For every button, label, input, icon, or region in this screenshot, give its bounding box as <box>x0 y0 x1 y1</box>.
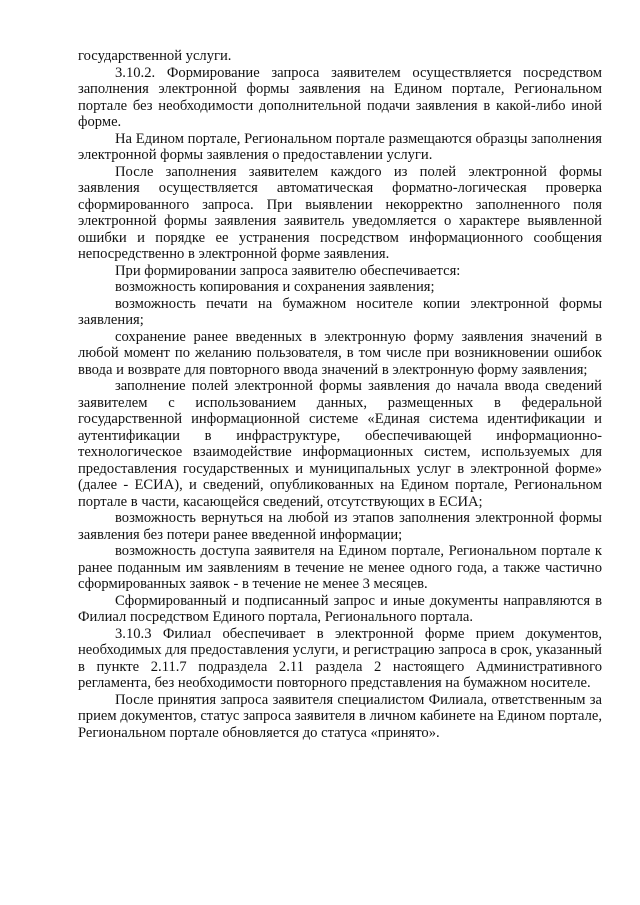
paragraph-submission: Сформированный и подписанный запрос и иные документы направляются в Филиал посредством Единого портала, Регионального портала. <box>78 592 602 625</box>
list-item-print: возможность печати на бумажном носителе копии электронной формы заявления; <box>78 295 602 328</box>
paragraph-samples: На Едином портале, Региональном портале размещаются образцы заполнения электронной формы заявления о предоставлении услуги. <box>78 130 602 163</box>
paragraph-provisions-intro: При формировании запроса заявителю обеспечивается: <box>115 262 461 279</box>
list-item-save-values: сохранение ранее введенных в электронную форму заявления значений в любой момент по желанию пользователя, в том числе при возникновении ошибок ввода и возврате для повторного ввода значений в электронную форму заявления; <box>78 328 602 378</box>
paragraph-status-update: После принятия запроса заявителя специалистом Филиала, ответственным за прием документов, статус запроса заявителя в личном кабинете на Едином портале, Региональном портале обновляется до статуса «принято». <box>78 691 602 741</box>
paragraph-continuation: государственной услуги. <box>78 48 232 64</box>
list-item-access-history: возможность доступа заявителя на Едином портале, Региональном портале к ранее поданным им заявлениям в течение не менее одного года, а также частично сформированных заявок - в течение не менее 3 месяцев. <box>78 543 602 592</box>
paragraph-3-10-2: 3.10.2. Формирование запроса заявителем осуществляется посредством заполнения электронной формы заявления на Едином портале, Региональном портале без необходимости дополнительной подачи заявления в какой-либо иной форме. <box>78 64 602 130</box>
list-item-prefill-esia: заполнение полей электронной формы заявления до начала ввода сведений заявителем с использованием данных, размещенных в федеральной государственной информационной системе «Единая система идентификации и аутентификации в инфраструктуре, обеспечивающей информационно-технологическое взаимодействие информационных систем, используемых для предоставления государственных и муниципальных услуг в электронной форме» (далее - ЕСИА), и сведений, опубликованных на Едином портале, Региональном портале в части, касающейся сведений, отсутствующих в ЕСИА; <box>78 378 602 510</box>
list-item-copy-save: возможность копирования и сохранения заявления; <box>115 279 435 295</box>
paragraph-3-10-3: 3.10.3 Филиал обеспечивает в электронной форме прием документов, необходимых для предоставления услуги, и регистрацию запроса в срок, указанный в пункте 2.11.7 подраздела 2.11 раздела 2 настоящего Административного регламента, без необходимости повторного представления на бумажном носителе. <box>78 625 602 691</box>
document-page <box>78 48 602 741</box>
list-item-return-step: возможность вернуться на любой из этапов заполнения электронной формы заявления без потери ранее введенной информации; <box>78 510 602 543</box>
paragraph-validation: После заполнения заявителем каждого из полей электронной формы заявления осуществляется автоматическая форматно-логическая проверка сформированного запроса. При выявлении некорректно заполненного поля электронной формы заявления заявитель уведомляется о характере выявленной ошибки и порядке ее устранения посредством информационного сообщения непосредственно в электронной форме заявления. <box>78 163 602 262</box>
